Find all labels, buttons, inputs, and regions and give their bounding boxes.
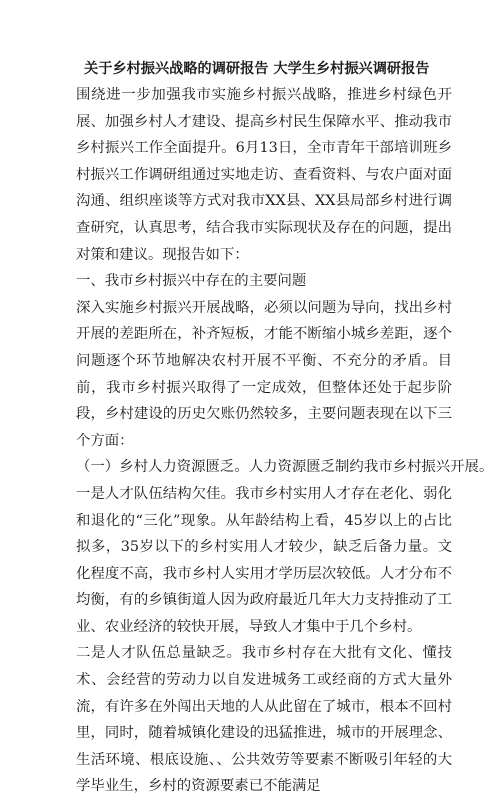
point-2-paragraph: 二是人才队伍总量缺乏。我市乡村存在大批有文化、懂技术、会经营的劳动力以自发进城务工或经商的方式大量外流，有许多在外闯出天地的人从此留在了城市，根本不回村里，同时，随着城镇化建设的迅猛推进，城市的开展理念、生活环境、根底设施、、公共效劳等要素不断吸引年轻的大学毕业生，乡村的资源要素已不能满足	[76, 645, 452, 795]
section-1-heading: 一、我市乡村振兴中存在的主要问题	[76, 273, 307, 290]
document-body	[76, 82, 494, 800]
point-1-paragraph: 一是人才队伍结构欠佳。我市乡村实用人才存在老化、弱化和退化的“三化”现象。从年龄结构上看，45岁以上的占比拟多，35岁以下的乡村实用人才较少，缺乏后备力量。文化程度不高，我市乡村人实用才学历层次较低。人才分布不均衡，有的乡镇街道人因为政府最近几年大力支持推动了工业、农业经济的较快开展，导致人才集中于几个乡村。	[76, 485, 452, 635]
subsection-1-heading: （一）乡村人力资源匮乏。人力资源匮乏制约我市乡村振兴开展。	[76, 459, 494, 476]
document-title: 关于乡村振兴战略的调研报告 大学生乡村振兴调研报告	[84, 61, 430, 77]
intro-paragraph: 围绕进一步加强我市实施乡村振兴战略，推进乡村绿色开展、加强乡村人才建设、提高乡村民生保障水平、推动我市乡村振兴工作全面提升。6月13日，全市青年干部培训班乡村振兴工作调研组通过实地走访、查看资料、与农户面对面沟通、组织座谈等方式对我市XX县、XX县局部乡村进行调查研究，认真思考，结合我市实际现状及存在的问题，提出对策和建议。现报告如下：	[76, 87, 452, 263]
section-1-paragraph: 深入实施乡村振兴开展战略，必须以问题为导向，找出乡村开展的差距所在，补齐短板，才能不断缩小城乡差距，逐个问题逐个环节地解决农村开展不平衡、不充分的矛盾。目前，我市乡村振兴取得了一定成效，但整体还处于起步阶段，乡村建设的历史欠账仍然较多，主要问题表现在以下三个方面：	[76, 299, 452, 449]
